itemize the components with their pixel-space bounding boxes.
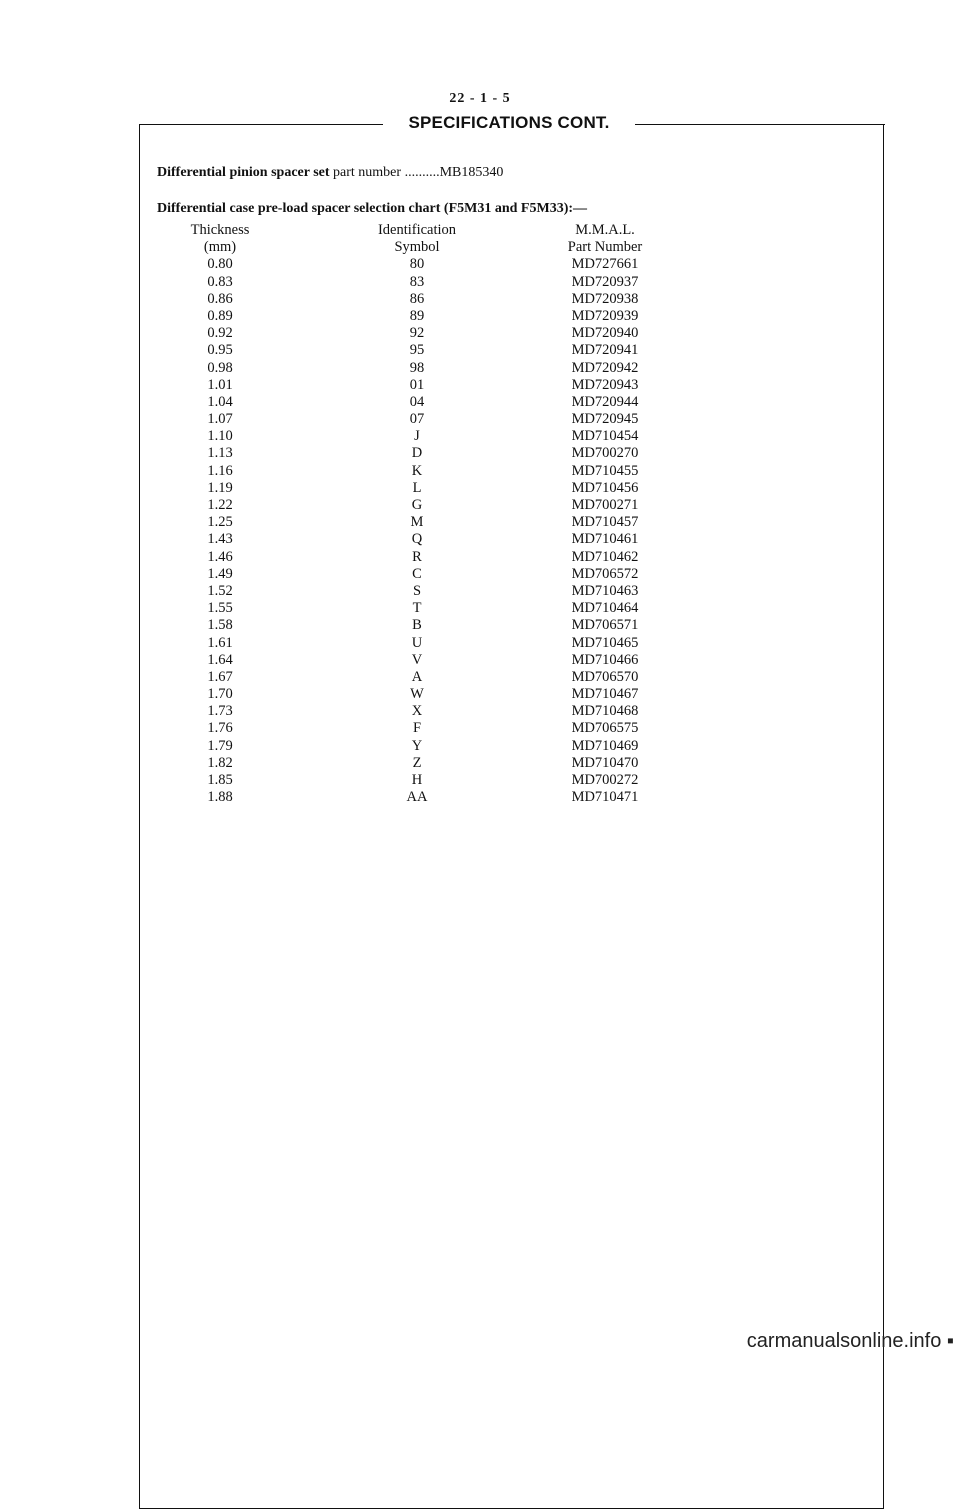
symbol-cell: R	[412, 548, 422, 565]
thickness-cell: 1.43	[207, 531, 233, 548]
symbol-cell: AA	[406, 789, 428, 806]
table-row	[0, 274, 960, 291]
part-number-cell: MD710454	[571, 428, 639, 445]
symbol-cell: 86	[409, 290, 425, 307]
thickness-cell: 0.80	[207, 256, 233, 273]
thickness-cell: 0.83	[207, 273, 233, 290]
thickness-cell: 1.70	[207, 686, 233, 703]
table-row	[0, 428, 960, 445]
symbol-cell: 89	[409, 307, 425, 324]
table-row	[0, 669, 960, 686]
part-number-cell: MD710468	[571, 703, 639, 720]
table-row	[0, 772, 960, 789]
part-number-cell: MD710467	[571, 686, 639, 703]
part-number-cell: MD710462	[571, 548, 639, 565]
table-row	[0, 686, 960, 703]
symbol-cell: S	[412, 582, 422, 599]
part-number-cell: MD720943	[571, 376, 639, 393]
symbol-cell: A	[411, 668, 423, 685]
thickness-cell: 1.73	[207, 703, 233, 720]
symbol-cell: 98	[409, 359, 425, 376]
symbol-cell: 80	[409, 256, 425, 273]
thickness-cell: 1.01	[207, 376, 233, 393]
thickness-cell: 1.19	[207, 479, 233, 496]
part-number-cell: MD710469	[571, 737, 639, 754]
thickness-cell: 1.07	[207, 411, 233, 428]
part-number-cell: MD710466	[571, 651, 639, 668]
table-row	[0, 308, 960, 325]
part-number-cell: MD720940	[571, 325, 639, 342]
thickness-cell: 1.55	[207, 600, 233, 617]
pinion-spacer-value: MB185340	[439, 165, 504, 180]
symbol-cell: 04	[409, 393, 425, 410]
table-row	[0, 703, 960, 720]
thickness-cell: 1.10	[207, 428, 233, 445]
table-row	[0, 600, 960, 617]
thickness-cell: 1.82	[207, 754, 233, 771]
thickness-cell: 0.95	[207, 342, 233, 359]
thickness-cell: 1.67	[207, 668, 233, 685]
part-number-cell: MD710464	[571, 600, 639, 617]
table-row	[0, 480, 960, 497]
symbol-cell: K	[411, 462, 423, 479]
part-number-cell: MD720942	[571, 359, 639, 376]
symbol-cell: J	[414, 428, 420, 445]
table-row	[0, 652, 960, 669]
part-number-cell: MD710471	[571, 789, 639, 806]
table-row	[0, 411, 960, 428]
part-number-cell: MD706575	[571, 720, 639, 737]
part-number-cell: MD700270	[571, 445, 639, 462]
thickness-cell: 1.79	[207, 737, 233, 754]
table-row	[0, 394, 960, 411]
spacer-selection-table	[0, 222, 960, 806]
symbol-cell: G	[411, 497, 423, 513]
symbol-cell: X	[411, 703, 423, 720]
symbol-cell: 95	[409, 342, 425, 359]
part-number-cell: MD710470	[571, 754, 639, 771]
footer-watermark: carmanualsonline.info ▪	[746, 1330, 954, 1352]
symbol-cell: Z	[412, 754, 422, 771]
symbol-cell: T	[412, 600, 422, 617]
part-number-cell: MD700271	[571, 497, 639, 513]
table-row	[0, 497, 960, 514]
table-row	[0, 549, 960, 566]
part-number-cell: MD706572	[571, 565, 639, 582]
symbol-cell: 07	[409, 411, 425, 428]
table-row	[0, 463, 960, 480]
part-number-cell: MD706570	[571, 668, 639, 685]
table-row	[0, 635, 960, 652]
symbol-cell: U	[411, 634, 423, 651]
part-number-cell: MD706571	[571, 617, 639, 634]
table-row	[0, 360, 960, 377]
frame-rule-right	[635, 124, 885, 125]
table-row	[0, 789, 960, 806]
header-mm: (mm)	[203, 239, 237, 256]
part-number-cell: MD720939	[571, 307, 639, 324]
symbol-cell: W	[410, 686, 424, 703]
symbol-cell: L	[412, 479, 422, 496]
symbol-cell: 83	[409, 273, 425, 290]
part-number-cell: MD720937	[571, 273, 639, 290]
part-number-cell: MD727661	[571, 256, 639, 273]
header-part-number: Part Number	[567, 239, 643, 256]
table-row	[0, 583, 960, 600]
thickness-cell: 0.89	[207, 307, 233, 324]
table-row	[0, 377, 960, 394]
chart-heading: Differential case pre-load spacer selection chart (F5M31 and F5M33):—	[157, 201, 588, 216]
part-number-cell: MD700272	[571, 772, 639, 788]
part-number-cell: MD720938	[571, 290, 639, 307]
pinion-spacer-label: Differential pinion spacer set	[157, 165, 330, 180]
part-number-cell: MD710457	[571, 514, 639, 531]
table-row	[0, 531, 960, 548]
table-row	[0, 342, 960, 359]
thickness-cell: 1.16	[207, 462, 233, 479]
thickness-cell: 1.61	[207, 634, 233, 651]
symbol-cell: 01	[409, 376, 425, 393]
symbol-cell: B	[412, 617, 422, 634]
symbol-cell: C	[412, 565, 422, 582]
thickness-cell: 1.52	[207, 582, 233, 599]
thickness-cell: 1.22	[207, 497, 233, 513]
thickness-cell: 1.13	[207, 445, 233, 462]
table-row	[0, 566, 960, 583]
header-thickness: Thickness	[190, 222, 250, 238]
thickness-cell: 0.86	[207, 290, 233, 307]
thickness-cell: 0.98	[207, 359, 233, 376]
table-header-row-2	[0, 239, 960, 256]
table-row	[0, 445, 960, 462]
symbol-cell: F	[412, 720, 422, 737]
thickness-cell: 1.25	[207, 514, 233, 531]
thickness-cell: 0.92	[207, 325, 233, 342]
part-number-cell: MD710456	[571, 479, 639, 496]
pinion-spacer-line	[157, 165, 503, 181]
part-number-cell: MD710455	[571, 462, 639, 479]
table-row	[0, 617, 960, 634]
table-row	[0, 720, 960, 737]
frame-rule-left	[139, 124, 383, 125]
symbol-cell: H	[411, 772, 423, 788]
thickness-cell: 1.49	[207, 565, 233, 582]
thickness-cell: 1.64	[207, 651, 233, 668]
part-number-cell: MD720944	[571, 393, 639, 410]
symbol-cell: Q	[411, 531, 423, 548]
part-number-cell: MD720941	[571, 342, 639, 359]
thickness-cell: 1.04	[207, 393, 233, 410]
table-row	[0, 514, 960, 531]
part-number-cell: MD720945	[571, 411, 639, 428]
thickness-cell: 1.58	[207, 617, 233, 634]
symbol-cell: Y	[411, 737, 423, 754]
thickness-cell: 1.46	[207, 548, 233, 565]
symbol-cell: D	[411, 445, 423, 462]
table-row	[0, 291, 960, 308]
symbol-cell: 92	[409, 325, 425, 342]
part-number-cell: MD710463	[571, 582, 639, 599]
table-row	[0, 256, 960, 273]
header-identification: Identification	[377, 222, 457, 238]
footer-text: carmanualsonline.info	[746, 1330, 942, 1352]
pinion-spacer-text: part number ..........	[333, 165, 440, 180]
header-mmal: M.M.A.L.	[575, 222, 635, 238]
thickness-cell: 1.85	[207, 772, 233, 788]
symbol-cell: V	[411, 651, 423, 668]
section-title: SPECIFICATIONS CONT.	[408, 113, 610, 132]
table-row	[0, 738, 960, 755]
header-symbol: Symbol	[394, 239, 440, 256]
table-row	[0, 755, 960, 772]
thickness-cell: 1.76	[207, 720, 233, 737]
page-number: 22 - 1 - 5	[449, 91, 511, 106]
part-number-cell: MD710461	[571, 531, 639, 548]
symbol-cell: M	[410, 514, 424, 531]
table-header-row-1	[0, 222, 960, 239]
table-row	[0, 325, 960, 342]
part-number-cell: MD710465	[571, 634, 639, 651]
thickness-cell: 1.88	[207, 789, 233, 806]
